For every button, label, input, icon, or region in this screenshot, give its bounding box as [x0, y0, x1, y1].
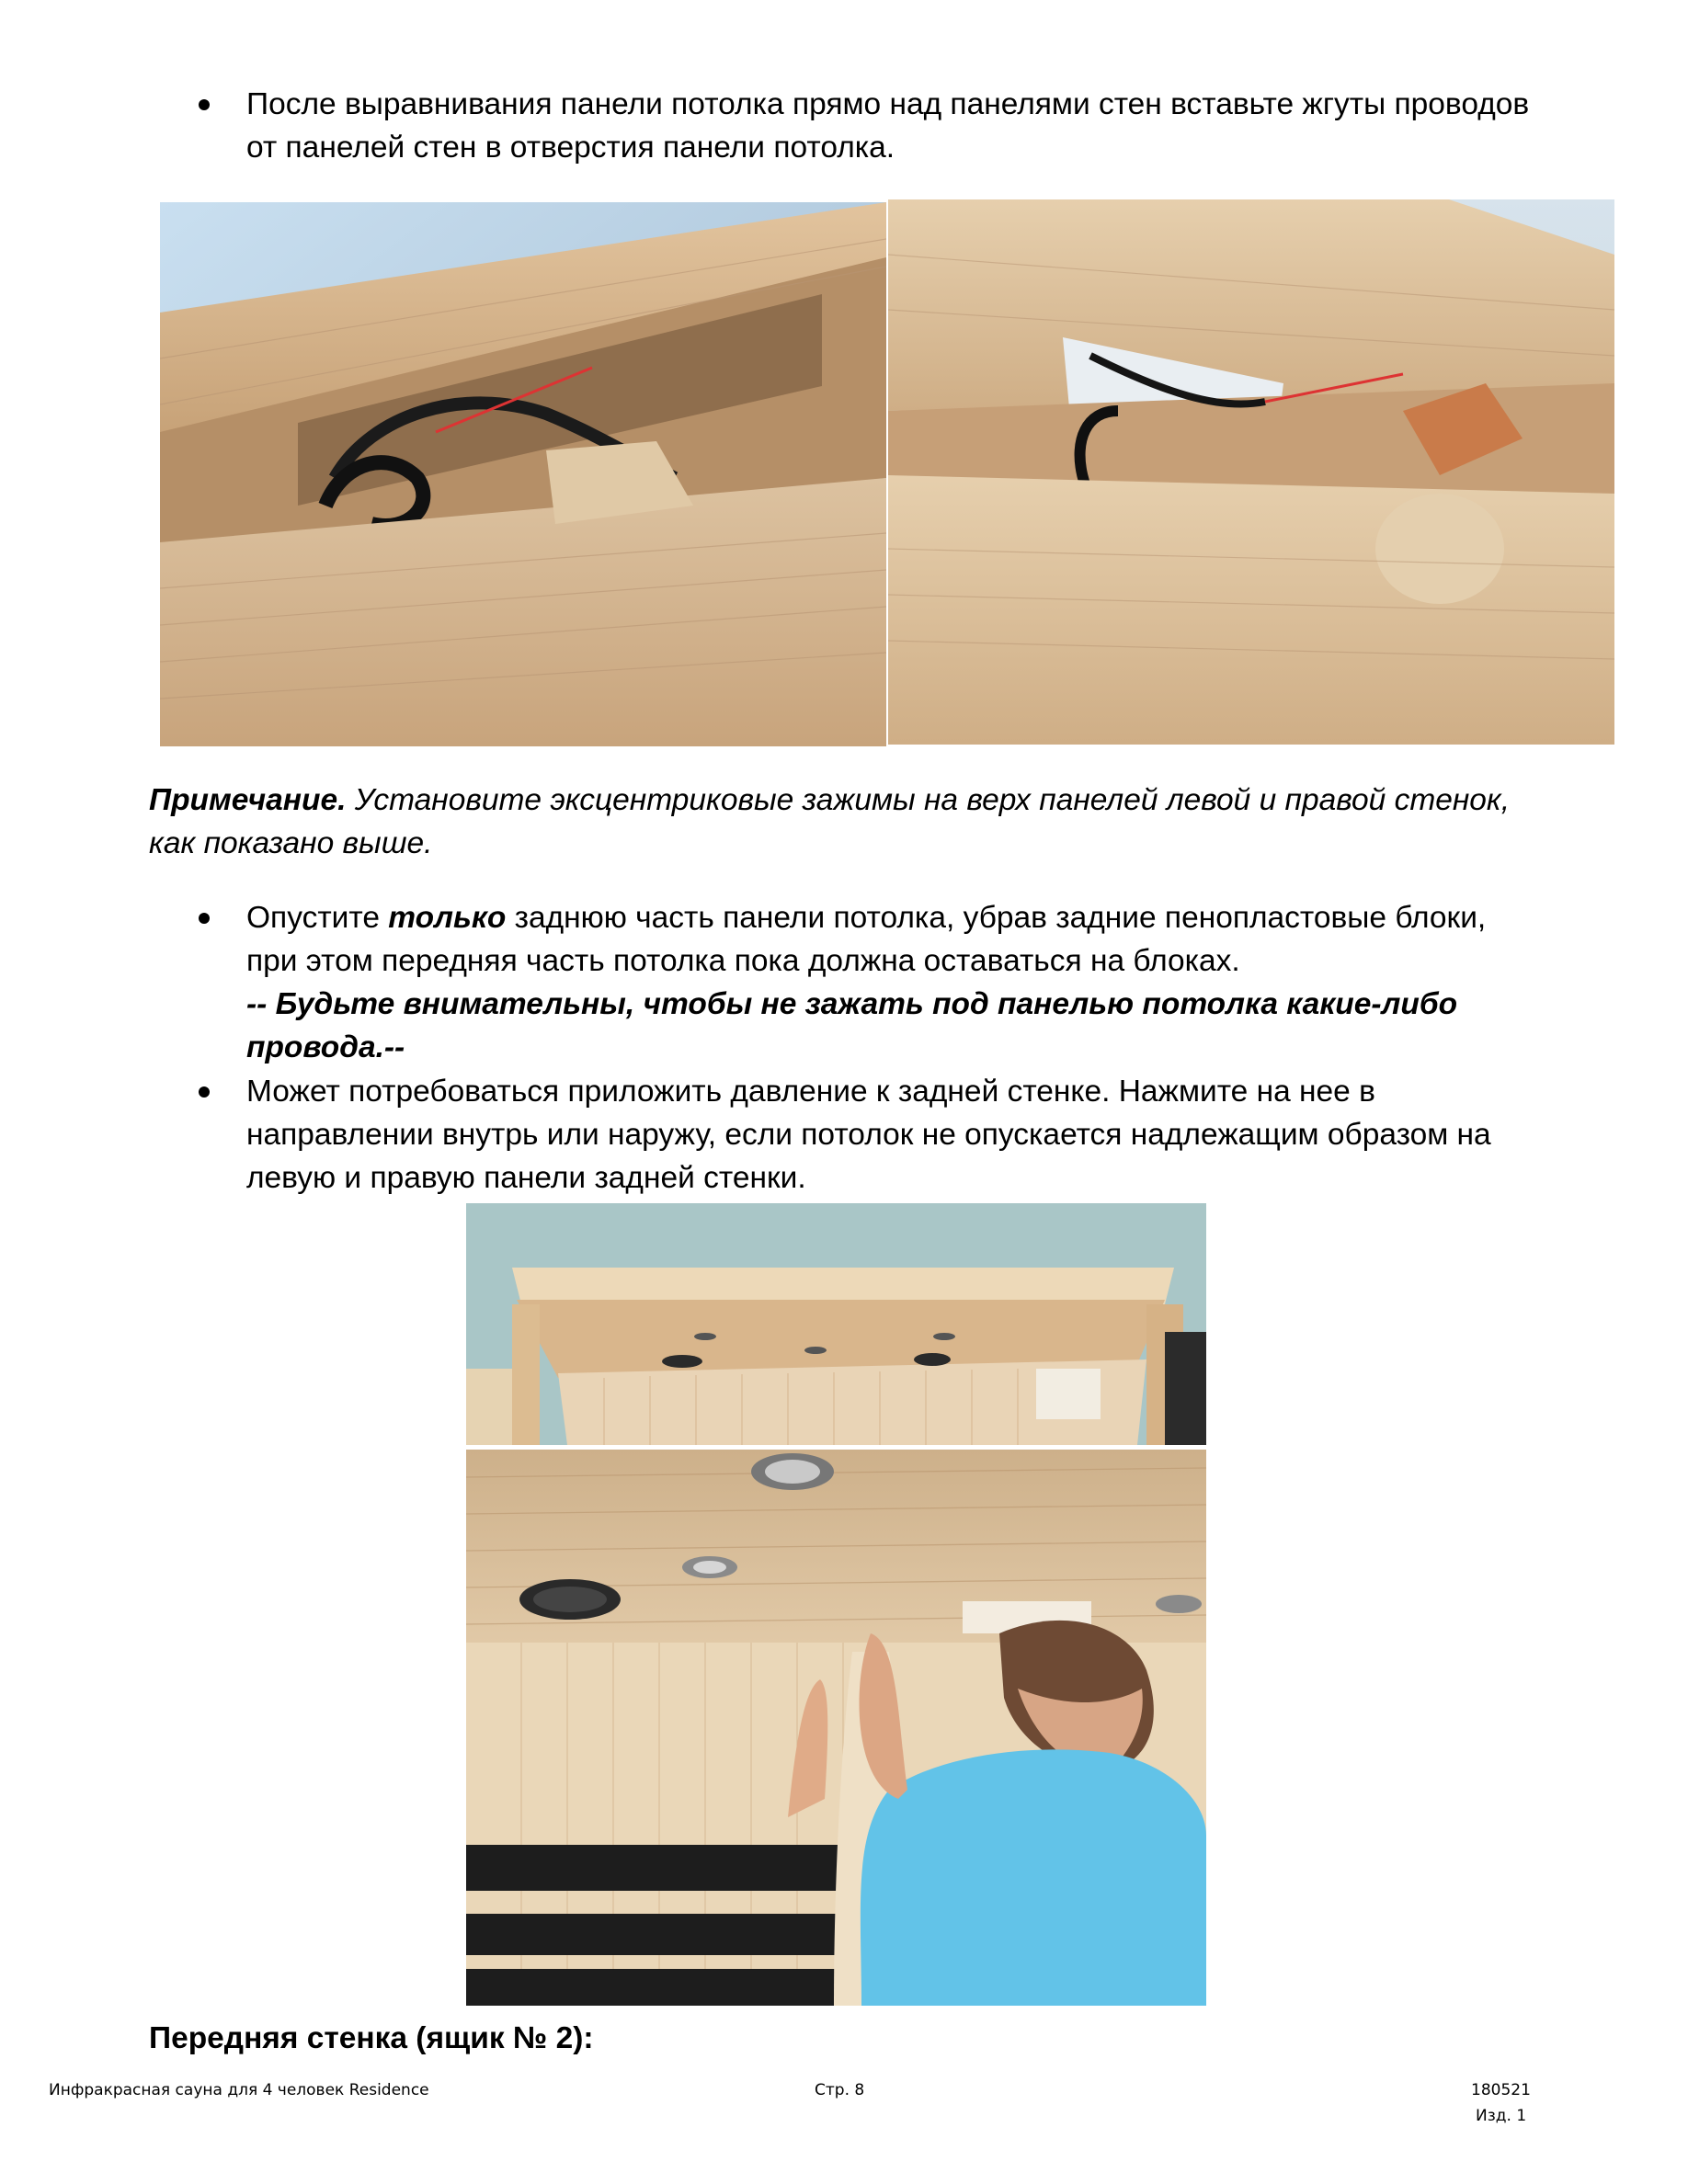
note-label: Примечание. [149, 783, 347, 817]
note-text-line-2: как показано выше. [149, 826, 433, 860]
bullet-1-line-1: После выравнивания панели потолка прямо над панелями стен вставьте жгуты проводов [246, 87, 1530, 121]
photo-wire-harness-right [888, 199, 1614, 745]
footer-product-name: Инфракрасная сауна для 4 человек Residence [49, 2081, 429, 2099]
note-paragraph [149, 779, 1510, 865]
bullet-2-line-2: при этом передняя часть потолка пока должна оставаться на блоках. [246, 944, 1240, 978]
bullet-3-text [246, 1070, 1491, 1200]
bullet-marker [199, 913, 210, 924]
bullet-2-pre: Опустите [246, 901, 389, 935]
bullet-2-warning-line-2: провода.-- [246, 1030, 405, 1064]
note-text-line-1: Установите эксцентриковые зажимы на верх панелей левой и правой стенок, [346, 783, 1511, 817]
bullet-2-post: заднюю часть панели потолка, убрав задние пенопластовые блоки, [506, 901, 1487, 935]
bullet-marker [199, 1086, 210, 1098]
bullet-2-warning-line-1: -- Будьте внимательны, чтобы не зажать под панелью потолка какие-либо [246, 987, 1458, 1021]
bullet-3-line-2: направлении внутрь или наружу, если потолок не опускается надлежащим образом на [246, 1118, 1491, 1152]
section-heading: Передняя стенка (ящик № 2): [149, 2021, 594, 2055]
photo-wire-harness-left [160, 202, 886, 746]
bullet-marker [199, 99, 210, 110]
footer-document-code: 180521 [1471, 2081, 1531, 2099]
bullet-2-emphasis: только [388, 901, 507, 935]
photo-sauna-ceiling-overview [466, 1203, 1206, 1445]
footer-page-number: Стр. 8 [815, 2081, 865, 2099]
photo-pressing-rear-wall [466, 1450, 1206, 2006]
bullet-2-text [246, 896, 1486, 1069]
bullet-1-text [246, 83, 1529, 169]
bullet-3-line-3: левую и правую панели задней стенки. [246, 1161, 806, 1195]
footer-edition: Изд. 1 [1476, 2107, 1527, 2125]
bullet-1-line-2: от панелей стен в отверстия панели потолка. [246, 131, 895, 165]
bullet-3-line-1: Может потребоваться приложить давление к задней стенке. Нажмите на нее в [246, 1075, 1375, 1109]
